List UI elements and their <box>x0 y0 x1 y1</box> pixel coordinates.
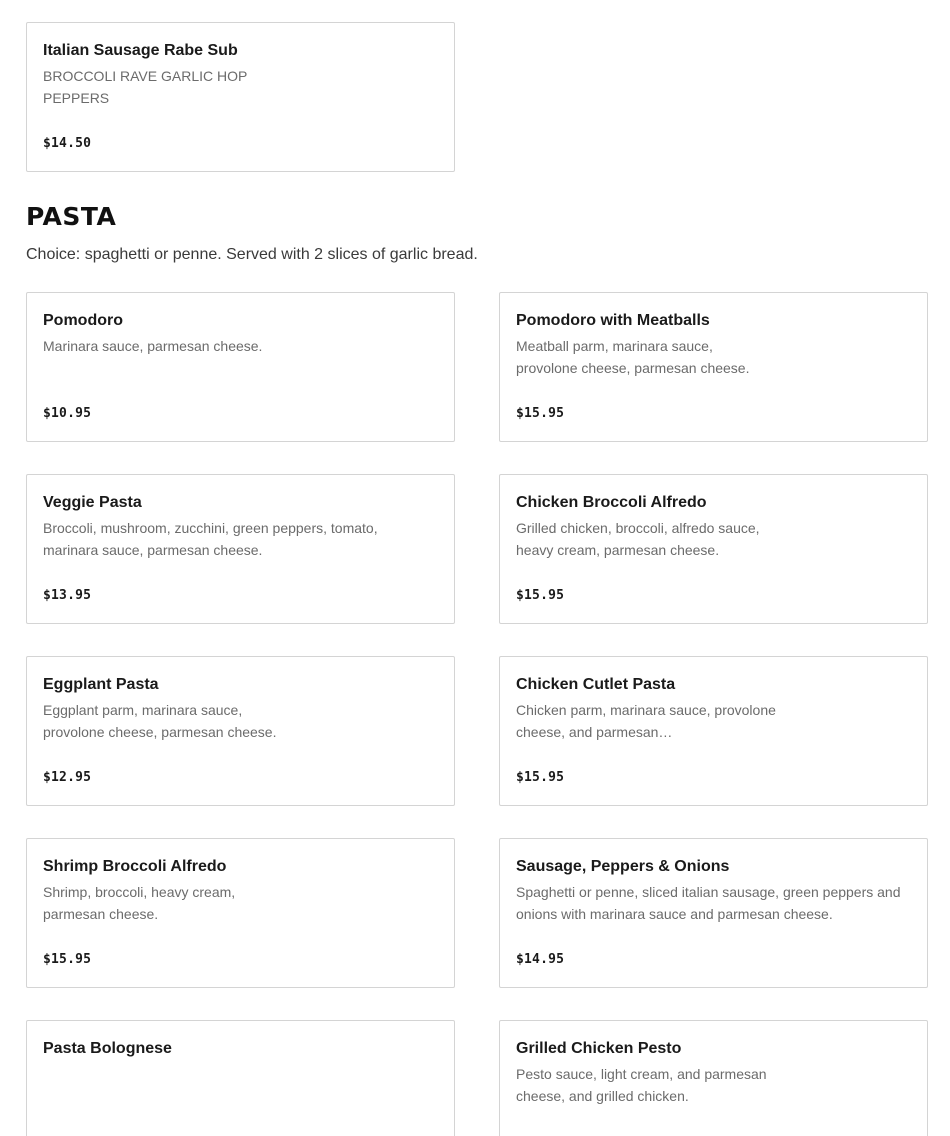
menu-item-card[interactable] <box>26 474 455 624</box>
menu-item-card[interactable] <box>26 838 455 988</box>
menu-item-name: Italian Sausage Rabe Sub <box>43 42 238 59</box>
menu-item-price: $15.95 <box>516 406 565 421</box>
menu-item-price: $14.50 <box>43 136 92 151</box>
menu-item-name: Pasta Bolognese <box>43 1040 172 1057</box>
menu-item-price: $12.95 <box>43 770 92 785</box>
menu-item-card[interactable] <box>499 474 928 624</box>
menu-item-description <box>43 1063 408 1107</box>
menu-item-name: Shrimp Broccoli Alfredo <box>43 858 227 875</box>
menu-item-price: $15.95 <box>516 588 565 603</box>
menu-item-card[interactable] <box>26 656 455 806</box>
menu-item-description: Chicken parm, marinara sauce, provolone cheese, and parmesan… <box>516 702 776 740</box>
menu-item-name: Chicken Cutlet Pasta <box>516 676 676 693</box>
section-description: Choice: spaghetti or penne. Served with 2 slices of garlic bread. <box>26 246 478 263</box>
menu-item-name: Pomodoro <box>43 312 123 329</box>
menu-item-name: Sausage, Peppers & Onions <box>516 858 730 875</box>
menu-item-description: Grilled chicken, broccoli, alfredo sauce, heavy cream, parmesan cheese. <box>516 520 760 558</box>
menu-item-name: Grilled Chicken Pesto <box>516 1040 682 1057</box>
menu-item-card[interactable] <box>499 656 928 806</box>
menu-item-price: $13.95 <box>43 588 92 603</box>
menu-item-card[interactable] <box>26 292 455 442</box>
menu-item-price: $15.95 <box>43 952 92 967</box>
menu-item-price: $15.95 <box>516 770 565 785</box>
menu-item-card[interactable] <box>26 1020 455 1136</box>
menu-item-description: Shrimp, broccoli, heavy cream, parmesan cheese. <box>43 884 236 922</box>
menu-item-description: Pesto sauce, light cream, and parmesan cheese, and grilled chicken. <box>516 1066 767 1104</box>
menu-item-description: Broccoli, mushroom, zucchini, green peppers, tomato, marinara sauce, parmesan cheese. <box>43 520 378 558</box>
menu-item-name: Pomodoro with Meatballs <box>516 312 710 329</box>
menu-item-card[interactable] <box>499 292 928 442</box>
menu-item-card[interactable] <box>499 1020 928 1136</box>
menu-item-price: $14.95 <box>516 952 565 967</box>
menu-item-description: Spaghetti or penne, sliced italian sausage, green peppers and onions with marinara sauce and parmesan cheese. <box>516 884 901 922</box>
menu-item-description: Eggplant parm, marinara sauce, provolone cheese, parmesan cheese. <box>43 702 277 740</box>
menu-item-name: Veggie Pasta <box>43 494 142 511</box>
menu-item-card[interactable] <box>26 22 455 172</box>
menu-item-price: $10.95 <box>43 406 92 421</box>
menu-item-card[interactable] <box>499 838 928 988</box>
section-title: PASTA <box>26 202 117 231</box>
menu-item-description: Marinara sauce, parmesan cheese. <box>43 338 263 354</box>
menu-item-name: Chicken Broccoli Alfredo <box>516 494 707 511</box>
menu-item-name: Eggplant Pasta <box>43 676 159 693</box>
menu-item-description: BROCCOLI RAVE GARLIC HOP PEPPERS <box>43 68 248 106</box>
menu-item-description: Meatball parm, marinara sauce, provolone cheese, parmesan cheese. <box>516 338 750 376</box>
